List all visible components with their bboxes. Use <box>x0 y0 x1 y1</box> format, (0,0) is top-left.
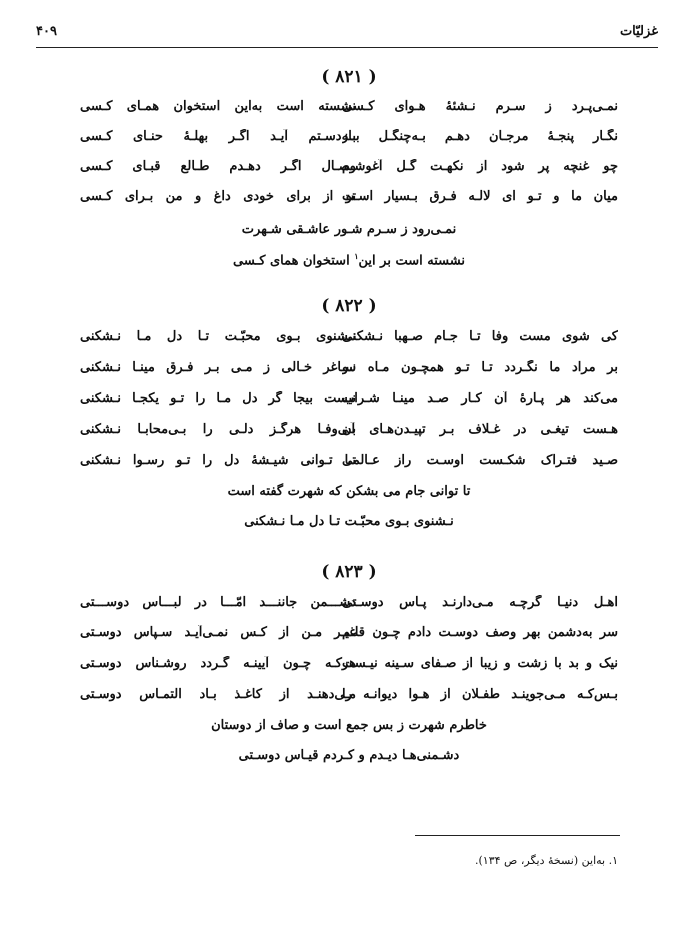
hemistich-first: می‌کند هر پـارهٔ آن کـار صـد مینـا شـراب <box>342 391 618 406</box>
couplet <box>0 329 698 355</box>
hemistich-first: بـس‌کـه مـی‌جوینـد طفـلان از هـوا دیوانـه را <box>342 687 618 702</box>
poem-number: ( ۸۲۲ ) <box>321 296 377 316</box>
page-number: ۴۰۹ <box>36 24 57 39</box>
closing-hemistich: دشـمنی‌هـا دیـدم و کـردم قیـاس دوسـتی <box>238 748 460 763</box>
hemistich-first: صـید فتـراک شکـست اوسـت راز عـالمی <box>342 453 618 468</box>
hemistich-second: تـا تـوانی شیـشهٔ دل را تـو رسـوا نـشکنی <box>80 453 356 468</box>
hemistich-second: نشسته است به‌این استخوان همـای کـسی <box>80 99 356 114</box>
running-header <box>36 24 658 44</box>
hemistich-second: بـه‌دسـتم آیـد اگـر بهلـهٔ حنـای کـسی <box>80 129 356 144</box>
hemistich-second: مـی‌دهنـد از کاغـذ بـاد التمـاس دوسـتی <box>80 687 356 702</box>
closing-hemistich: تا توانی جام می بشکن که شهرت گفته است <box>227 484 471 499</box>
hemistich-first: سر به‌دشمن بهر وصف دوسـت دادم چـون قلـم <box>342 625 618 640</box>
closing-hemistich: خاطرم شهرت ز بس جمع است و صاف از دوستان <box>211 718 487 733</box>
poem-number: ( ۸۲۱ ) <box>321 67 377 87</box>
hemistich-first: بر مراد ما نگـردد تـا تـو همچـون مـاه نـو <box>342 360 618 375</box>
couplet <box>0 687 698 713</box>
hemistich-second: نیست بیجا گر دل مـا را تـو یکجـا نـشکنی <box>80 391 356 406</box>
couplet <box>0 422 698 448</box>
footnote-rule <box>415 835 620 836</box>
couplet <box>0 189 698 215</box>
hemistich-second: وصـال اگـر دهـدم طـالع قبـای کـسی <box>80 159 356 174</box>
footnote: ۱. به‌این (نسخهٔ دیگر، ص ۱۳۴). <box>475 854 618 867</box>
hemistich-second: نـشنوی بـوی محبّـت تـا دل مـا نـشکنی <box>80 329 356 344</box>
header-rule <box>36 47 658 48</box>
couplet <box>0 360 698 386</box>
couplet <box>0 656 698 682</box>
couplet <box>0 391 698 417</box>
hemistich-second: هرکـه چـون آیینـه گـردد روشـناس دوسـتی <box>80 656 356 671</box>
closing-hemistich: نمـی‌رود ز سـرم شـور عاشـقی شـهرت <box>241 222 457 237</box>
couplet <box>0 453 698 479</box>
closing-hemistich <box>0 251 698 268</box>
hemistich-second: سـاغر خـالی ز مـی بـر فـرق مینـا نـشکنی <box>80 360 356 375</box>
couplet <box>0 129 698 155</box>
hemistich-first: چو غنچه پر شود از نکهـت گـل آغوشـم <box>342 159 618 174</box>
hemistich-second: دشـــمن جاننـــد امّـــا در لبـــاس دوســـتی <box>80 595 356 610</box>
hemistich-first: نیک و بد با زشت و زیبا از صـفای سـینه نیـست <box>342 656 618 671</box>
hemistich-second: بـی‌وفـا هرگـز دلـی را بـی‌محابـا نـشکنی <box>80 422 356 437</box>
hemistich-first: میان ما و تـو ای لالـه فـرق بـسیار اسـت <box>342 189 618 204</box>
hemistich-first: کی شوی مست وفا تـا جـام صـهبا نـشکنی <box>342 329 618 344</box>
couplet <box>0 625 698 651</box>
closing-text: نشسته است بر این <box>358 253 465 269</box>
hemistich-first: اهـل دنیـا گرچـه مـی‌دارنـد پـاس دوسـتی <box>342 595 618 610</box>
hemistich-first: نمـی‌پـرد ز سـرم نـشئهٔ هـوای کـسی <box>342 99 618 114</box>
closing-hemistich: نـشنوی بـوی محبّـت تـا دل مـا نـشکنی <box>244 514 454 529</box>
hemistich-second: تو از برای خودی داغ و من بـرای کـسی <box>80 189 356 204</box>
hemistich-first: نگـار پنجـهٔ مرجـان دهـم بـه‌چنگـل بـاز <box>342 129 618 144</box>
couplet <box>0 159 698 185</box>
couplet <box>0 595 698 621</box>
couplet <box>0 99 698 125</box>
poem-number: ( ۸۲۳ ) <box>321 562 377 582</box>
header-title: غزلیّات <box>619 24 658 39</box>
hemistich-first: هـست تیغـی در غـلاف بـر تپیـدن‌هـای آن <box>342 422 618 437</box>
footnote-ref: ۱ <box>354 251 359 261</box>
hemistich-second: غیـر مـن از کـس نمـی‌آیـد سـپاس دوسـتی <box>80 625 356 640</box>
closing-text-tail: استخوان همای کـسی <box>233 253 350 269</box>
